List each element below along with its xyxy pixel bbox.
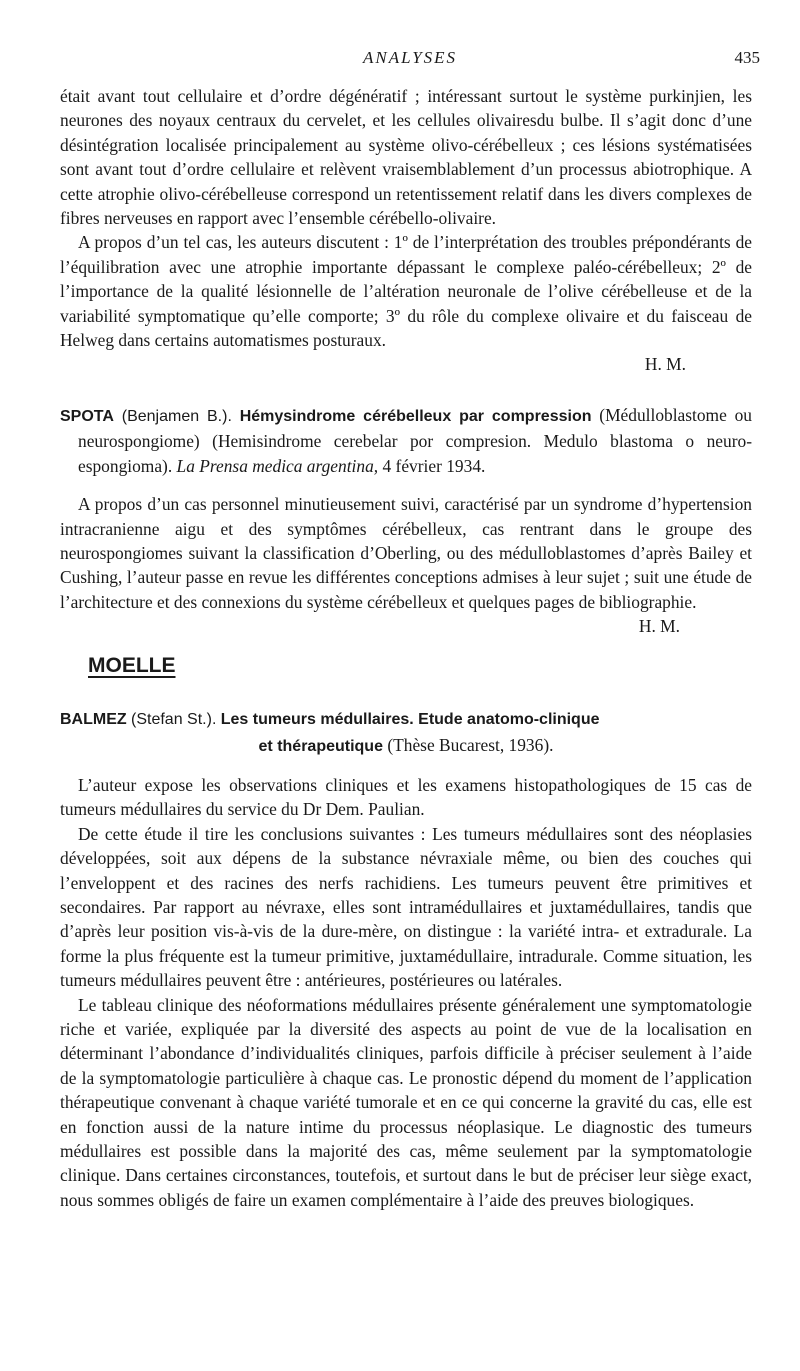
article-subtitle: (Médulloblastome ou neurospongiome) (Hemisindrome cerebelar por compresion. Medulo blastoma o neuro-espongioma).	[78, 404, 752, 476]
signature: H. M.	[644, 354, 686, 375]
paragraph-balmez-2: De cette étude il tire les conclusions suivantes : Les tumeurs médullaires sont des néoplasies développées, soit aux dépens de la substance névraxiale même, ou bien des couches qui l’enveloppent et des racines des nerfs rachidiens. Les tumeurs peuvent être primitives et secondaires. Par rapport au névraxe, elles sont intramédullaires et juxtamédullaires, tandis que d’après leur position vis-à-vis de la dure-mère, on distingue : la variété intra- et extradurale. La forme la plus fréquente est la tumeur primitive, juxtamédullaire, intradurale. Comme situation, les tumeurs médullaires peuvent être : antérieures, postérieures ou latérales.	[60, 823, 752, 991]
reference-balmez	[60, 706, 752, 732]
paragraph-continuation: était avant tout cellulaire et d’ordre dégénératif ; intéressant surtout le système purkinjien, les neurones des noyaux centraux du cervelet, et les cellules olivairesdu bulbe. Il s’agit donc d’une désintégration localisée principalement au système olivo-cérébelleux ; ces lésions systématisées sont avant tout d’ordre cellulaire et relèvent vraisemblablement d’un processus abiotrophique. A cette atrophie olivo-cérébelleuse correspond un retentissement relatif dans les divers complexes de fibres nerveuses en rapport avec l’ensemble cérébello-olivaire.	[60, 86, 752, 229]
paragraph-balmez-3: Le tableau clinique des néoformations médullaires présente généralement une symptomatologie riche et variée, expliquée par la diversité des aspects au point de vue de la localisation en déterminant l’abondance d’individualités cliniques, parfois difficile à préciser seulement à l’aide de la symptomatologie particulière à chaque cas. Le pronostic dépend du moment de l’application thérapeutique convenant à chaque variété tumorale et en ce qui concerne la gravité du cas, elle est en fonction aussi de la nature intime du processus néoplasique. Le diagnostic des tumeurs médullaires est possible dans la majorité des cas, même seulement par la symptomatologie clinique. Dans certaines circonstances, toutefois, et surtout dans le but de préciser leur siège exact, nous sommes obligés de faire un examen complémentaire à l’aide des preuves biologiques.	[60, 994, 752, 1210]
author-given-name: (Stefan St.).	[131, 711, 217, 729]
paragraph-discussion: A propos d’un tel cas, les auteurs discutent : 1º de l’interprétation des troubles prépondérants de l’équilibration avec une atrophie importante dépassant le complexe paléo-cérébelleux; 2º de l’importance de la qualité lésionnelle de l’altération neuronale de l’olive cérébelleuse et de la variabilité symptomatique qu’elle comporte; 3º du rôle du complexe olivaire et du faisceau de Helweg dans certains automatismes posturaux.	[60, 232, 752, 351]
article-title: Hémysindrome cérébelleux par compression	[239, 407, 592, 425]
section-heading: MOELLE	[88, 654, 176, 678]
article-title: Les tumeurs médullaires. Etude anatomo-clinique	[220, 711, 600, 729]
page-number: 435	[734, 48, 760, 67]
author-surname: BALMEZ	[60, 711, 127, 729]
author-given-name: (Benjamen B.).	[121, 407, 232, 425]
spota-body-text: A propos d’un cas personnel minutieusement suivi, caractérisé par un syndrome d’hypertension intracranienne aigu et des symptômes cérébelleux, cas rentrant dans le groupe des neurospongiomes suivant la classification d’Oberling, ou des médulloblastomes d’après Bailey et Cushing, l’auteur passe en revue les différentes conceptions admises à leur sujet ; suit une étude de l’architecture et des connexions du système cérébelleux et quelques pages de bibliographie.	[60, 494, 752, 612]
running-title: ANALYSES	[362, 48, 458, 67]
page-content	[60, 84, 752, 1212]
reference-spota	[60, 403, 752, 478]
reference-balmez-line2	[60, 733, 752, 759]
signature: H. M.	[638, 616, 680, 637]
publication-date: 4 février 1934.	[382, 455, 486, 476]
paragraph-balmez-1: L’auteur expose les observations cliniques et les examens histopathologiques de 15 cas de tumeurs médullaires du service du Dr Dem. Paulian.	[60, 774, 752, 820]
author-surname: SPOTA	[60, 407, 114, 425]
journal-name: La Prensa medica argentina,	[176, 455, 379, 476]
article-title-continued: et thérapeutique	[258, 737, 383, 755]
paragraph-spota-body	[60, 492, 752, 637]
page-header	[60, 48, 760, 72]
source: (Thèse Bucarest, 1936).	[387, 734, 554, 755]
